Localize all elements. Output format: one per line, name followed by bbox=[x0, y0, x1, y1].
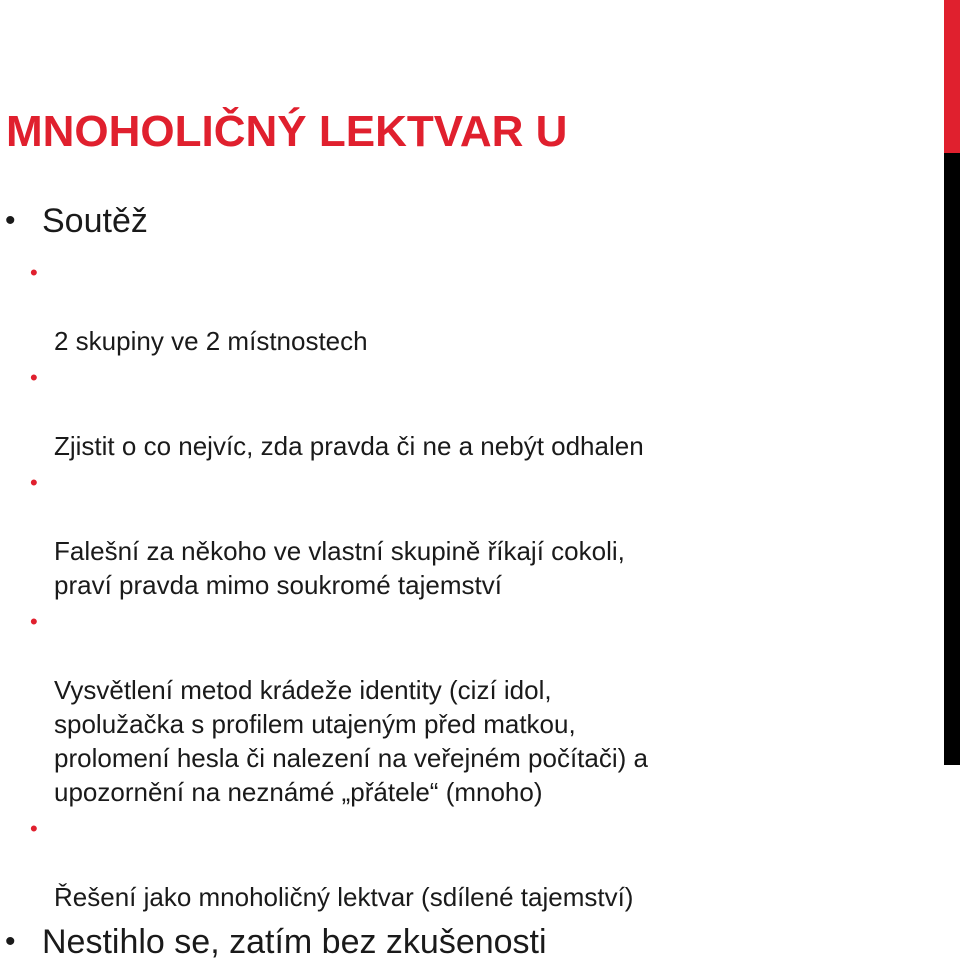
bullet-text: Nestihlo se, zatím bez zkušenosti bbox=[42, 923, 547, 961]
sub-bullet-icon: • bbox=[30, 470, 38, 495]
sub-bullet-item bbox=[0, 256, 930, 358]
sub-bullet-text: Řešení jako mnoholičný lektvar (sdílené tajemství) bbox=[54, 882, 634, 912]
sub-bullet-item bbox=[0, 605, 930, 809]
sub-bullet-item bbox=[0, 466, 930, 602]
sub-bullet-text: Vysvětlení metod krádeže identity (cizí idol, spolužačka s profilem utajeným před matkou, prolomení hesla či nalezení na veřejném počítači) a upozornění na neznámé „přátele“ (mnoho) bbox=[54, 675, 648, 807]
sub-bullet-item bbox=[0, 812, 930, 914]
sub-bullet-icon: • bbox=[30, 816, 38, 841]
bullet-icon: • bbox=[5, 925, 16, 958]
slide-title: MNOHOLIČNÝ LEKTVAR U bbox=[6, 107, 568, 156]
sub-bullet-text: Falešní za někoho ve vlastní skupině říkají cokoli, praví pravda mimo soukromé tajemství bbox=[54, 536, 625, 600]
bullet-item-soutez bbox=[0, 200, 930, 242]
sub-bullet-icon: • bbox=[30, 609, 38, 634]
bullet-text: Soutěž bbox=[42, 202, 148, 240]
sub-bullet-list bbox=[0, 256, 930, 914]
sub-bullet-item bbox=[0, 361, 930, 463]
bullet-icon: • bbox=[5, 204, 16, 237]
sub-bullet-icon: • bbox=[30, 260, 38, 285]
sub-bullet-icon: • bbox=[30, 365, 38, 390]
accent-bar-red bbox=[944, 0, 960, 153]
slide-content bbox=[0, 200, 930, 963]
bullet-item-nestihlo bbox=[0, 921, 930, 963]
accent-bar-black bbox=[944, 153, 960, 765]
sub-bullet-text: 2 skupiny ve 2 místnostech bbox=[54, 326, 368, 356]
sub-bullet-text: Zjistit o co nejvíc, zda pravda či ne a nebýt odhalen bbox=[54, 431, 644, 461]
